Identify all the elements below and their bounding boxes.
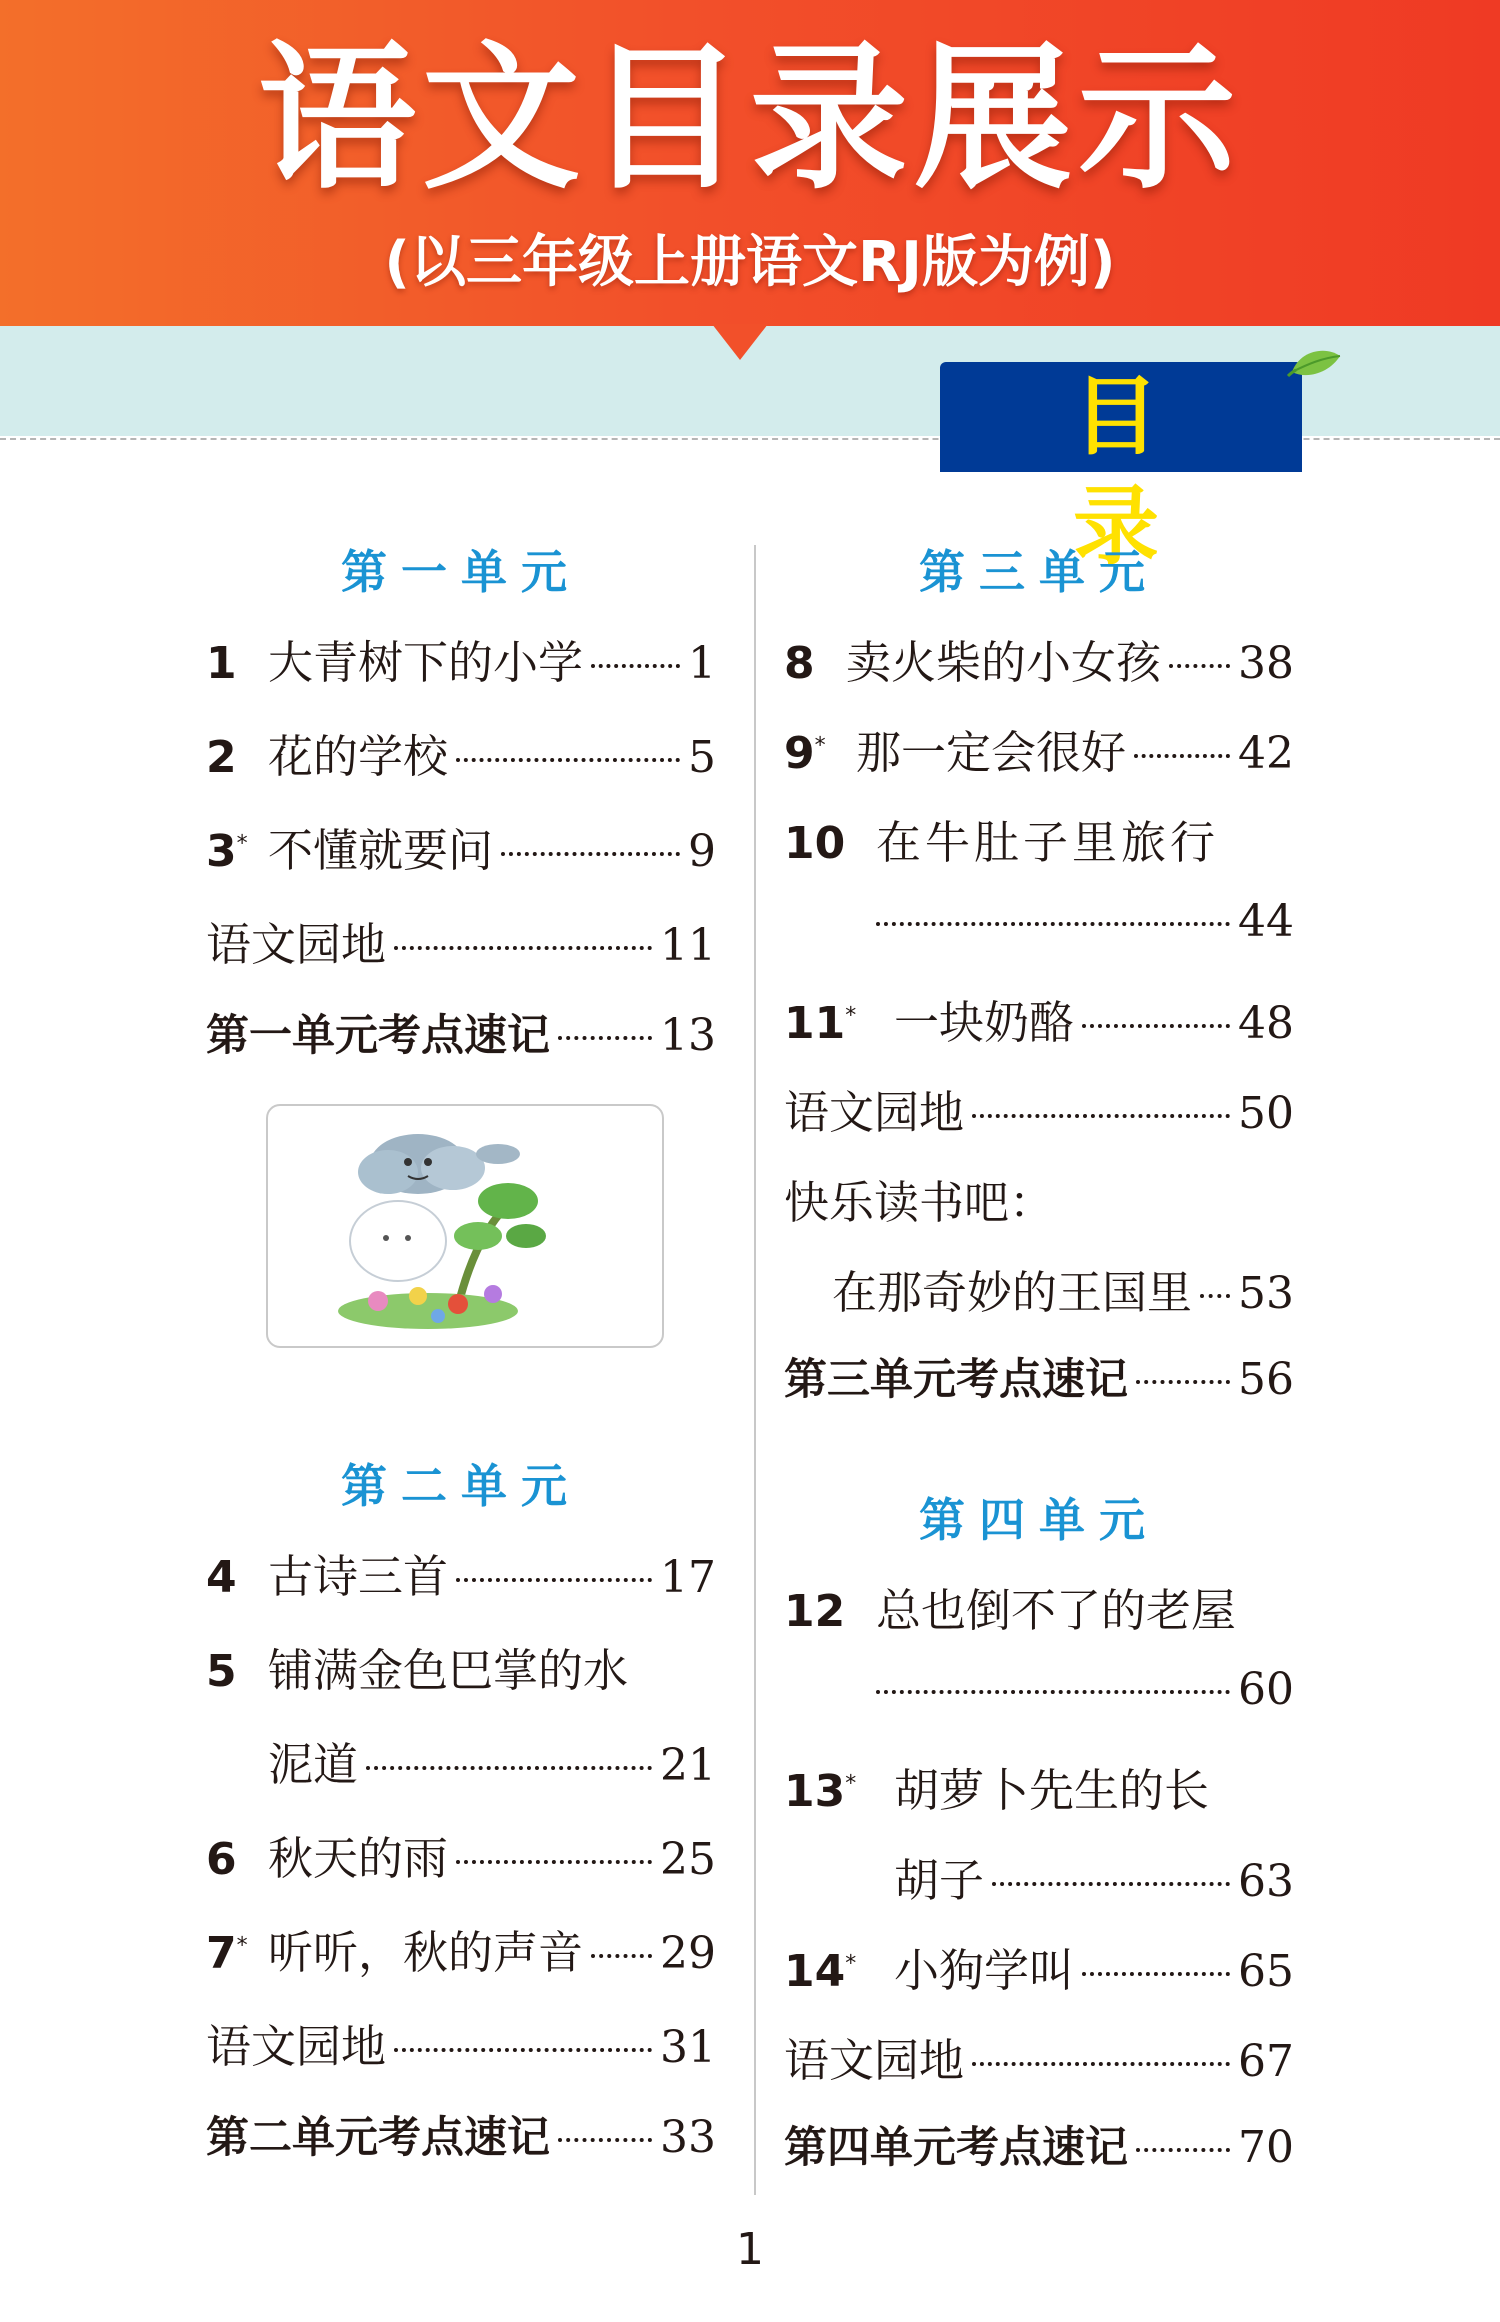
unit-heading: 第四单元 — [919, 1493, 1159, 1547]
toc-entry[interactable]: 13* 胡萝卜先生的长 — [784, 1764, 1210, 1817]
toc-entry[interactable]: 3* 不懂就要问 9 — [206, 824, 716, 877]
toc-entry[interactable]: 8 卖火柴的小女孩 38 — [784, 636, 1294, 689]
page-number: 1 — [736, 2224, 764, 2275]
toc-entry[interactable]: 6 秋天的雨 25 — [206, 1832, 716, 1885]
cloud-flower-illustration — [268, 1106, 662, 1346]
header-banner — [0, 0, 1500, 326]
toc-entry[interactable]: 9* 那一定会很好 42 — [784, 726, 1294, 779]
toc-entry[interactable]: 11* 一块奶酪 48 — [784, 996, 1294, 1049]
illustration-frame — [266, 1104, 664, 1348]
toc-entry[interactable]: 1 大青树下的小学 1 — [206, 636, 716, 689]
toc-entry[interactable]: 14* 小狗学叫 65 — [784, 1944, 1294, 1997]
unit-heading: 第三单元 — [919, 545, 1159, 599]
toc-entry[interactable]: 第四单元考点速记 70 — [784, 2122, 1294, 2173]
toc-entry[interactable]: 第三单元考点速记 56 — [784, 1354, 1294, 1405]
toc-entry[interactable]: 12 总也倒不了的老屋 — [784, 1584, 1237, 1637]
toc-entry[interactable]: 快乐读书吧： — [784, 1176, 1055, 1229]
toc-entry[interactable]: 语文园地 11 — [206, 918, 716, 971]
page-subtitle: (以三年级上册语文RJ版为例) — [384, 230, 1116, 295]
banner-pointer — [712, 324, 768, 360]
toc-entry[interactable]: 2 花的学校 5 — [206, 730, 716, 783]
toc-entry[interactable]: 5 铺满金色巴掌的水 — [206, 1644, 629, 1697]
toc-entry[interactable]: 7* 听听，秋的声音 29 — [206, 1926, 716, 1979]
toc-entry[interactable]: 10 在牛肚子里旅行 — [784, 816, 1220, 869]
toc-entry[interactable]: 泥道 21 — [268, 1738, 716, 1791]
page-title: 语文目录展示 — [258, 27, 1242, 211]
toc-entry[interactable]: 44 — [876, 896, 1294, 956]
unit-heading: 第一单元 — [341, 545, 581, 599]
toc-entry[interactable]: 在那奇妙的王国里 53 — [832, 1266, 1294, 1319]
toc-entry[interactable]: 4 古诗三首 17 — [206, 1550, 716, 1603]
toc-entry[interactable]: 语文园地 67 — [784, 2034, 1294, 2087]
toc-entry[interactable]: 胡子 63 — [894, 1854, 1294, 1907]
column-divider — [754, 545, 756, 2195]
toc-entry[interactable]: 60 — [876, 1664, 1294, 1724]
leaf-icon — [1286, 342, 1346, 392]
unit-heading: 第二单元 — [341, 1459, 581, 1513]
toc-badge: 目 录 — [940, 362, 1302, 472]
toc-entry[interactable]: 第一单元考点速记 13 — [206, 1010, 716, 1061]
toc-entry[interactable]: 第二单元考点速记 33 — [206, 2112, 716, 2163]
toc-entry[interactable]: 语文园地 50 — [784, 1086, 1294, 1139]
toc-entry[interactable]: 语文园地 31 — [206, 2020, 716, 2073]
